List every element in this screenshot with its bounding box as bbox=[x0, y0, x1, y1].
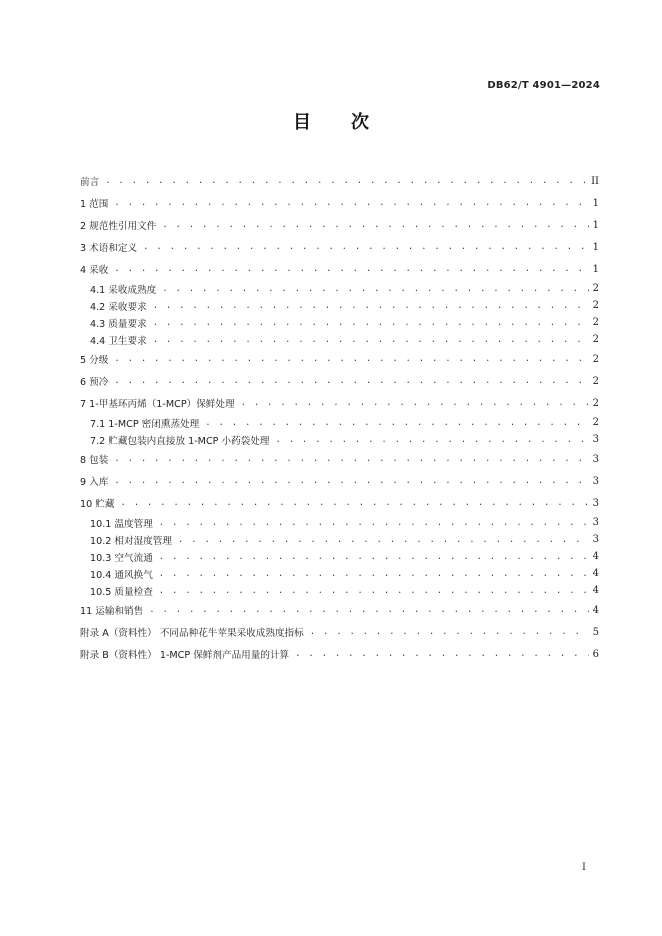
toc-entry-page: 2 bbox=[592, 334, 599, 345]
toc-entry[interactable] bbox=[80, 392, 599, 414]
toc-subentry[interactable] bbox=[80, 514, 599, 531]
toc-dot-leader bbox=[153, 335, 589, 345]
toc-entry[interactable] bbox=[80, 214, 599, 236]
toc-entry-page: 2 bbox=[592, 317, 599, 328]
toc-entry-page: II bbox=[591, 175, 599, 187]
toc-entry-label: 10.5 质量检查 bbox=[90, 586, 153, 598]
page-number: I bbox=[582, 862, 586, 873]
toc-subentry[interactable] bbox=[80, 565, 599, 582]
toc-dot-leader bbox=[114, 376, 588, 386]
toc-entry-label: 5 分级 bbox=[80, 355, 109, 366]
toc-entry-label: 4.4 卫生要求 bbox=[90, 335, 147, 347]
toc-entry-label: 10.1 温度管理 bbox=[90, 518, 153, 530]
page-title bbox=[0, 108, 662, 134]
toc-entry-page: 1 bbox=[592, 219, 599, 231]
toc-entry-label: 7 1-甲基环丙烯（1-MCP）保鲜处理 bbox=[80, 399, 235, 410]
toc-subentry[interactable] bbox=[80, 297, 599, 314]
toc-entry[interactable] bbox=[80, 236, 599, 258]
toc-dot-leader bbox=[310, 627, 589, 637]
toc-entry-page: 1 bbox=[592, 263, 599, 275]
toc-dot-leader bbox=[275, 435, 588, 445]
toc-entry[interactable] bbox=[80, 370, 599, 392]
toc-dot-leader bbox=[105, 176, 587, 186]
document-code: DB62/T 4901—2024 bbox=[487, 80, 600, 91]
toc-entry-label: 10.2 相对湿度管理 bbox=[90, 535, 172, 547]
toc-dot-leader bbox=[178, 535, 589, 545]
toc-entry-page: 6 bbox=[592, 648, 599, 660]
toc-entry-label: 6 预冷 bbox=[80, 377, 109, 388]
toc-entry-page: 2 bbox=[592, 417, 599, 428]
toc-entry-label: 附录 A（资料性） 不同品种花牛苹果采收成熟度指标 bbox=[80, 628, 304, 639]
toc-dot-leader bbox=[114, 454, 588, 464]
toc-entry-label: 8 包装 bbox=[80, 455, 109, 466]
title-char-2: 次 bbox=[351, 112, 369, 133]
toc-entry[interactable] bbox=[80, 643, 599, 665]
toc-entry-page: 3 bbox=[592, 453, 599, 465]
toc-dot-leader bbox=[159, 552, 589, 562]
toc-dot-leader bbox=[120, 498, 588, 508]
toc-subentry[interactable] bbox=[80, 431, 599, 448]
toc-entry-page: 1 bbox=[592, 197, 599, 209]
toc-entry[interactable] bbox=[80, 170, 599, 192]
toc-subentry[interactable] bbox=[80, 548, 599, 565]
toc-dot-leader bbox=[241, 398, 589, 408]
toc-entry[interactable] bbox=[80, 492, 599, 514]
toc-dot-leader bbox=[114, 264, 588, 274]
toc-entry-label: 附录 B（资料性） 1-MCP 保鲜剂产品用量的计算 bbox=[80, 650, 290, 661]
toc-entry-page: 3 bbox=[592, 434, 599, 445]
toc-dot-leader bbox=[159, 586, 589, 596]
table-of-contents bbox=[80, 170, 599, 665]
toc-entry-page: 2 bbox=[592, 300, 599, 311]
toc-dot-leader bbox=[149, 605, 588, 615]
toc-entry[interactable] bbox=[80, 192, 599, 214]
toc-dot-leader bbox=[114, 354, 588, 364]
toc-entry-label: 9 入库 bbox=[80, 477, 109, 488]
toc-entry[interactable] bbox=[80, 470, 599, 492]
toc-dot-leader bbox=[162, 284, 588, 294]
toc-dot-leader bbox=[295, 649, 588, 659]
toc-entry[interactable] bbox=[80, 348, 599, 370]
toc-entry-page: 2 bbox=[592, 283, 599, 294]
toc-dot-leader bbox=[162, 220, 588, 230]
toc-entry-page: 3 bbox=[592, 497, 599, 509]
toc-dot-leader bbox=[153, 301, 589, 311]
toc-dot-leader bbox=[205, 418, 588, 428]
toc-dot-leader bbox=[143, 242, 589, 252]
toc-entry-page: 4 bbox=[592, 585, 599, 596]
toc-entry-page: 3 bbox=[592, 517, 599, 528]
toc-dot-leader bbox=[114, 198, 588, 208]
toc-entry[interactable] bbox=[80, 258, 599, 280]
toc-dot-leader bbox=[114, 476, 588, 486]
toc-entry-label: 10 贮藏 bbox=[80, 499, 115, 510]
toc-entry-label: 4.2 采收要求 bbox=[90, 301, 147, 313]
toc-dot-leader bbox=[159, 518, 589, 528]
toc-subentry[interactable] bbox=[80, 582, 599, 599]
toc-subentry[interactable] bbox=[80, 414, 599, 431]
toc-entry-page: 2 bbox=[592, 353, 599, 365]
toc-entry-page: 4 bbox=[592, 551, 599, 562]
toc-entry-label: 2 规范性引用文件 bbox=[80, 221, 157, 232]
toc-entry-label: 10.3 空气流通 bbox=[90, 552, 153, 564]
toc-entry-label: 4.3 质量要求 bbox=[90, 318, 147, 330]
toc-entry-page: 2 bbox=[592, 397, 599, 409]
toc-entry-page: 3 bbox=[592, 534, 599, 545]
toc-entry-label: 7.2 贮藏包装内直接放 1-MCP 小药袋处理 bbox=[90, 435, 270, 447]
toc-entry-label: 7.1 1-MCP 密闭熏蒸处理 bbox=[90, 418, 200, 430]
toc-entry-label: 前言 bbox=[80, 177, 100, 188]
toc-entry-page: 1 bbox=[592, 241, 599, 253]
toc-entry[interactable] bbox=[80, 448, 599, 470]
toc-entry-label: 10.4 通风换气 bbox=[90, 569, 153, 581]
toc-entry-page: 3 bbox=[592, 475, 599, 487]
toc-entry-label: 4 采收 bbox=[80, 265, 109, 276]
toc-entry-label: 3 术语和定义 bbox=[80, 243, 138, 254]
toc-subentry[interactable] bbox=[80, 331, 599, 348]
toc-entry-label: 4.1 采收成熟度 bbox=[90, 284, 157, 296]
toc-dot-leader bbox=[159, 569, 589, 579]
title-char-1: 目 bbox=[293, 112, 311, 133]
toc-subentry[interactable] bbox=[80, 531, 599, 548]
toc-entry-page: 4 bbox=[592, 568, 599, 579]
toc-entry[interactable] bbox=[80, 599, 599, 621]
toc-entry[interactable] bbox=[80, 621, 599, 643]
toc-dot-leader bbox=[153, 318, 589, 328]
toc-entry-page: 5 bbox=[592, 626, 599, 638]
toc-subentry[interactable] bbox=[80, 314, 599, 331]
toc-entry-page: 4 bbox=[592, 604, 599, 616]
toc-entry-label: 1 范围 bbox=[80, 199, 109, 210]
toc-entry-label: 11 运输和销售 bbox=[80, 606, 144, 617]
toc-subentry[interactable] bbox=[80, 280, 599, 297]
toc-entry-page: 2 bbox=[592, 375, 599, 387]
